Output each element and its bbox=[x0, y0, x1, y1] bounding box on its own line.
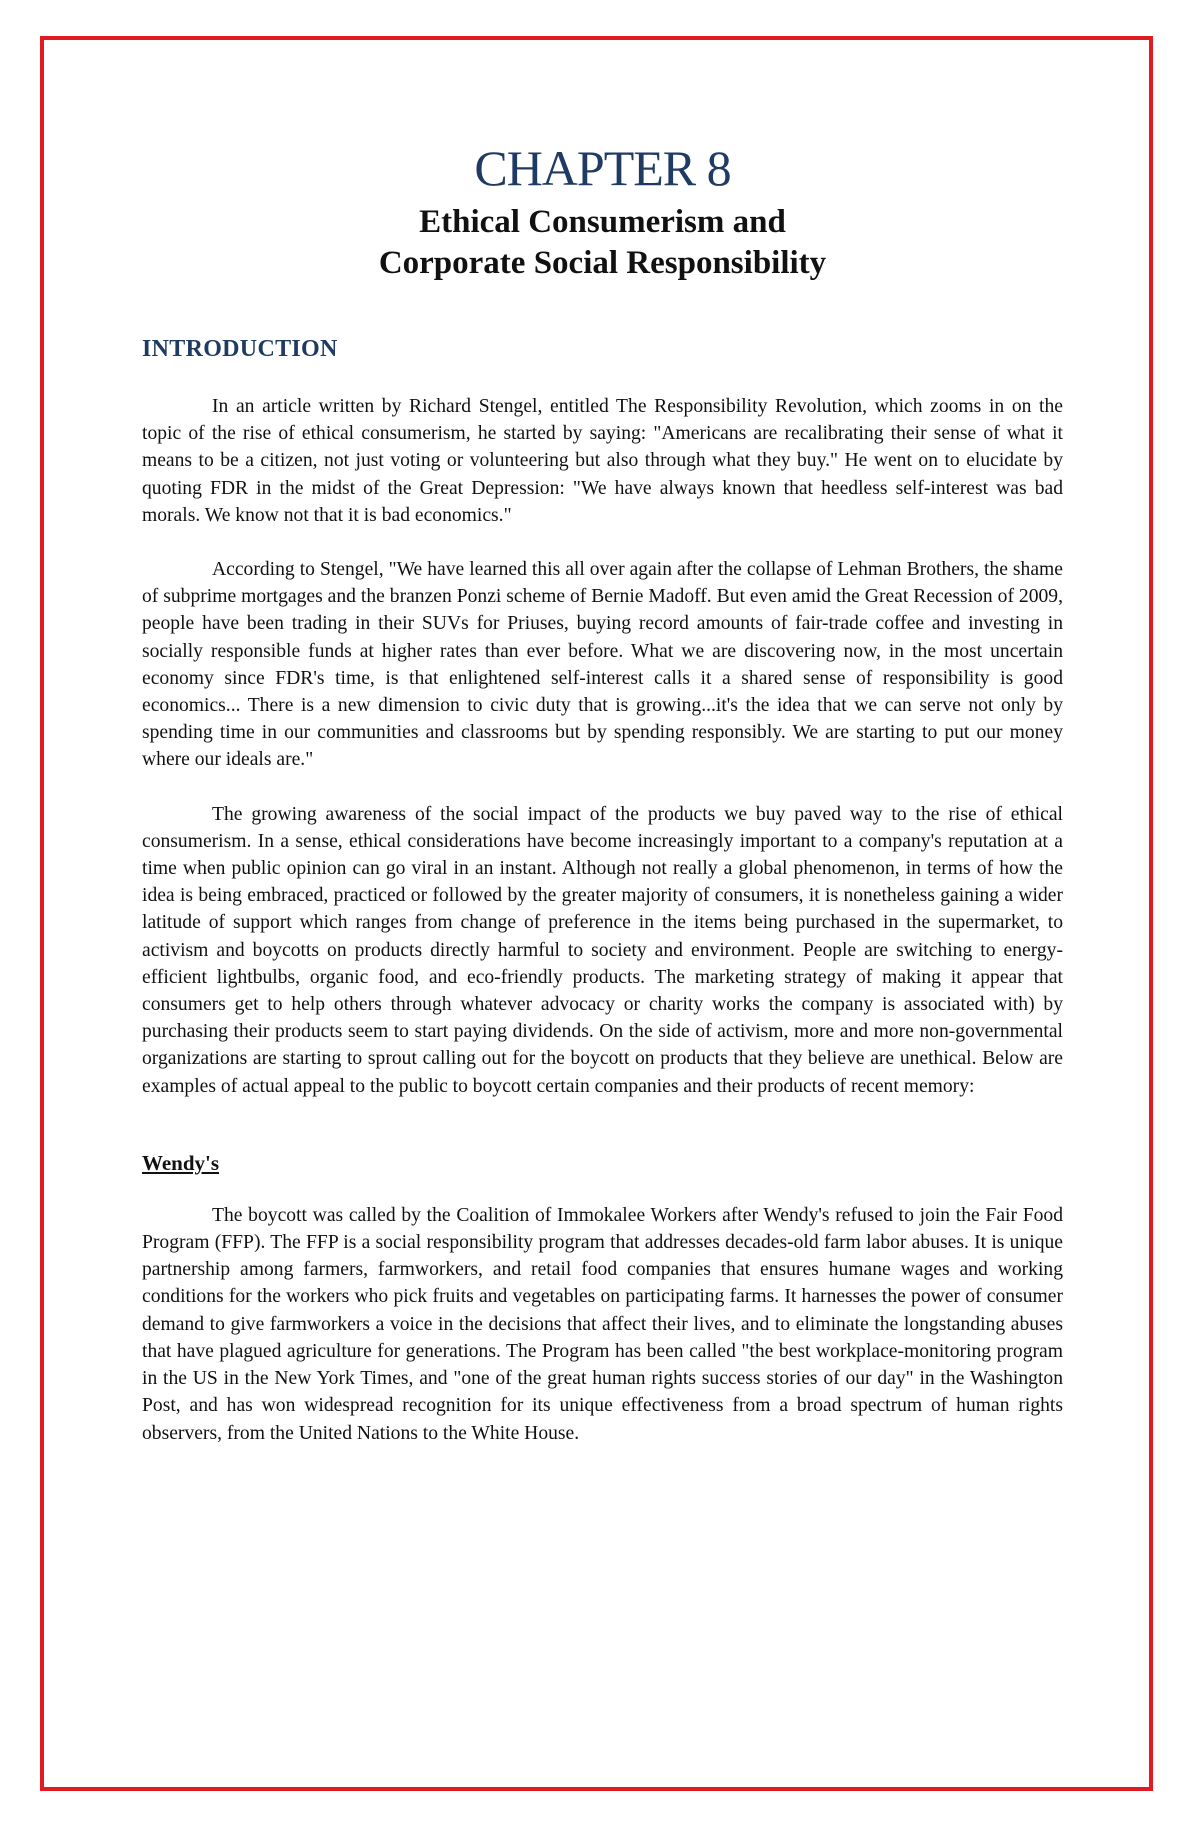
chapter-subtitle-line-2: Corporate Social Responsibility bbox=[378, 245, 827, 281]
wendys-heading: Wendy's bbox=[142, 1150, 220, 1175]
wendys-paragraph: The boycott was called by the Coalition of Immokalee Workers after Wendy's refused to join the Fair Food Program (FFP). The FFP is a social responsibility program that addresses decades-old farm labor abuses. It is unique partnership among farmers, farmworkers, and retail food companies that ensures humane wages and working conditions for the workers who pick fruits and vegetables on participating farms. It harnesses the power of consumer demand to give farmworkers a voice in the decisions that affect their lives, and to eliminate the longstanding abuses that have plagued agriculture for generations. The Program has been called "the best workplace-monitoring program in the US in the New York Times, and "one of the great human rights success stories of our day" in the Washington Post, and has won widespread recognition for its unique effectiveness from a broad spectrum of human rights observers, from the United Nations to the White House. bbox=[142, 1204, 1063, 1444]
chapter-title: CHAPTER 8 bbox=[474, 140, 731, 196]
document-body bbox=[142, 140, 1063, 1447]
intro-paragraph-1: In an article written by Richard Stengel, entitled The Responsibility Revolution, which zooms in on the topic of the rise of ethical consumerism, he started by saying: "Americans are recalibrating their sense of what it means to be a citizen, not just voting or volunteering but also through what they buy." He went on to elucidate by quoting FDR in the midst of the Great Depression: "We have always known that heedless self-interest was bad morals. We know not that it is bad economics." bbox=[142, 396, 1063, 526]
intro-paragraph-2: According to Stengel, "We have learned this all over again after the collapse of Lehman Brothers, the shame of subprime mortgages and the branzen Ponzi scheme of Bernie Madoff. But even amid the Great Recession of 2009, people have been trading in their SUVs for Priuses, buying record amounts of fair-trade coffee and investing in socially responsible funds at higher rates than ever before. What we are discovering now, in the most uncertain economy since FDR's time, is that enlightened self-interest calls it a shared sense of responsibility is good economics... There is a new dimension to civic duty that is growing...it's the idea that we can serve not only by spending time in our communities and classrooms but by spending responsibly. We are starting to put our money where our ideals are." bbox=[142, 559, 1063, 771]
introduction-heading: INTRODUCTION bbox=[142, 336, 338, 362]
chapter-subtitle-line-1: Ethical Consumerism and bbox=[419, 204, 786, 240]
intro-paragraph-3: The growing awareness of the social impact of the products we buy paved way to the rise of ethical consumerism. In a sense, ethical considerations have become increasingly important to a company's reputation at a time when public opinion can go viral in an instant. Although not really a global phenomenon, in terms of how the idea is being embraced, practiced or followed by the greater majority of consumers, it is nonetheless gaining a wider latitude of support which ranges from change of preference in the items being purchased in the supermarket, to activism and boycotts on products directly harmful to society and environment. People are switching to energy-efficient lightbulbs, organic food, and eco-friendly products. The marketing strategy of making it appear that consumers get to help others through whatever advocacy or charity works the company is associated with) by purchasing their products seem to start paying dividends. On the side of activism, more and more non-governmental organizations are starting to sprout calling out for the boycott on products that they believe are unethical. Below are examples of actual appeal to the public to boycott certain companies and their products of recent memory: bbox=[142, 803, 1063, 1097]
chapter-subtitle bbox=[142, 202, 1063, 284]
